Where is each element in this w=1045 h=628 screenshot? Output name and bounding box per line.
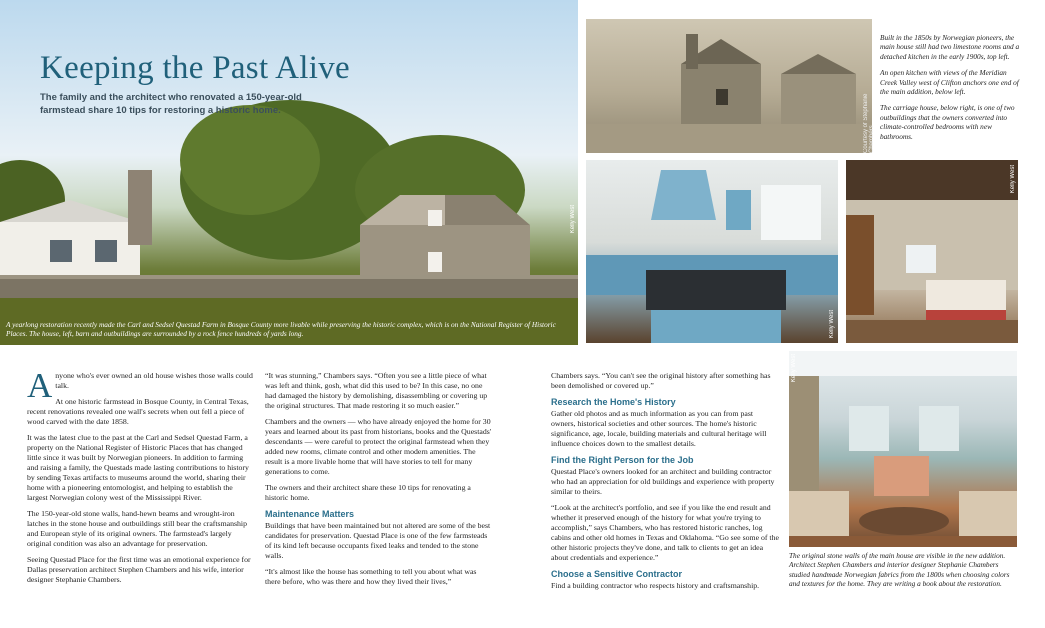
paragraph-text: nyone who's ever owned an old house wishes those walls could talk. [55,371,253,390]
caption-paragraph: Built in the 1850s by Norwegian pioneers, the main house still had two limestone rooms and a detached kitchen in the early 1900s, top left. [880,33,1020,61]
lead-paragraph [27,366,255,405]
drop-cap: A [27,366,53,405]
living-room-illustration [789,351,1017,547]
bedroom-illustration [846,160,1018,343]
kitchen-illustration [586,160,838,343]
caption-paragraph: An open kitchen with views of the Meridian Creek Valley west of Clifton anchors one end of the main addition, below left. [880,68,1019,97]
caption-paragraph: The carriage house, below right, is one of two outbuildings that the owners converted into climate-controlled bedrooms with new bathrooms. [880,103,1015,141]
paragraph: The owners and their architect share these 10 tips for renovating a historic home. [265,483,471,502]
photo-credit: Courtesy of Stephanie Chambers [863,93,875,153]
paragraph: Chambers says. “You can't see the original history after something has been demolished or covered up.” [551,371,771,390]
paragraph: It was the latest clue to the past at the Carl and Sedsel Questad Farm, a property on the National Register of Historic Places that has changed little since it was built by Norwegian pioneers. In addition to farming and raising a family, the Questads made lasting contributions to history by sending Texas artifacts to museums around the world, sharing their home with a pioneering entomologist, and helping to establish the largest Norwegian colony west of the Mississippi River. [27,433,249,502]
living-room-caption: The original stone walls of the main house are visible in the new addition. Architect Stephen Chambers and interior designer Stephanie Chambers studied handmade Norwegian fabrics from the 1800s when choosing colors and textures for the home. They are writing a book about the restoration. [789,551,1010,589]
article-column-2 [265,371,493,593]
paragraph: Questad Place's owners looked for an architect and building contractor who had an appreciation for old buildings and experience with property similar to theirs. [551,467,775,496]
bedroom-photo [846,160,1018,343]
living-room-photo [789,351,1017,547]
paragraph: Gather old photos and as much information as you can from past owners, historical societies and other sources. The home's historic significance, age, locale, building materials and cultural heritage will influence choices down to the smallest details. [551,409,767,448]
section-heading: Choose a Sensitive Contractor [551,569,683,579]
old-farmhouse-illustration [586,19,872,153]
paragraph: Chambers and the owners — who have already enjoyed the home for 30 years and learned about its past from historians, books and the Questads' descendants — were careful to protect the original farmstead when they added new rooms, climate control and other modern amenities. The result is a more livable home that will have stories to tell for many generations to come. [265,417,492,476]
photo-credit: Kelly West [570,205,576,234]
section-heading: Research the Home's History [551,397,676,407]
section-heading: Maintenance Matters [265,509,355,519]
article-column-3 [551,371,779,597]
paragraph: Seeing Questad Place for the first time was an emotional experience for Dallas preservation architect Stephen Chambers and his wife, interior designer Stephanie Chambers. [27,555,251,584]
kitchen-photo [586,160,838,343]
photo-credit: Kelly West [829,310,835,339]
page-subtitle: The family and the architect who renovated a 150-year-old farmstead share 10 tips for restoring a historic home. [40,92,302,116]
historic-photo [586,19,875,153]
article-column-1 [27,366,255,591]
paragraph: The 150-year-old stone walls, hand-hewn beams and wrought-iron latches in the stone house and outbuildings still bear the craftsmanship and European style of its original owners. The farmstead's largely original condition was also an advantage for preservation. [27,509,247,548]
paragraph: Buildings that have been maintained but not altered are some of the best candidates for preservation. Questad Place is one of the few farmsteads of its kind left because occupants fixed leaks and tended to the stone walls. [265,521,491,560]
section-heading: Find the Right Person for the Job [551,455,694,465]
photo-credit: Kelly West [791,354,797,383]
paragraph: “It's almost like the house has something to tell you about what was there before, who was there and how they lived their lives,” [265,567,477,586]
hero-caption: A yearlong restoration recently made the Carl and Sedsel Questad Farm in Bosque County more livable while preserving the historic complex, which is on the National Register of Historic Places. The house, left, barn and outbuildings are surrounded by a rock fence hundreds of yards long. [6,320,556,339]
paragraph: At one historic farmstead in Bosque County, in Central Texas, recent renovations revealed one wall's secrets when out fell a piece of wood carved with the date 1858. [27,397,249,426]
page-title: Keeping the Past Alive [40,50,350,86]
paragraph: Find a building contractor who respects history and craftsmanship. [551,581,760,590]
paragraph: “It was stunning,” Chambers says. “Often you see a little piece of what was left and think, gosh, what did this used to be? In this case, no one had damaged the history by demolishing, disassembling or covering up the original structures. That made restoring it so much easier.” [265,371,488,410]
photos-caption [880,33,1020,148]
paragraph: “Look at the architect's portfolio, and see if you like the end result and whether it preserved enough of the history for what you're trying to accomplish,” says Chambers, who has restored historic ranches, log cabins and other old homes in Texas and Oklahoma. “Go see some of the other historic projects they've done, and talk to clients to get an idea about credentials and experience.” [551,503,779,562]
photo-credit: Kelly West [1010,165,1016,194]
